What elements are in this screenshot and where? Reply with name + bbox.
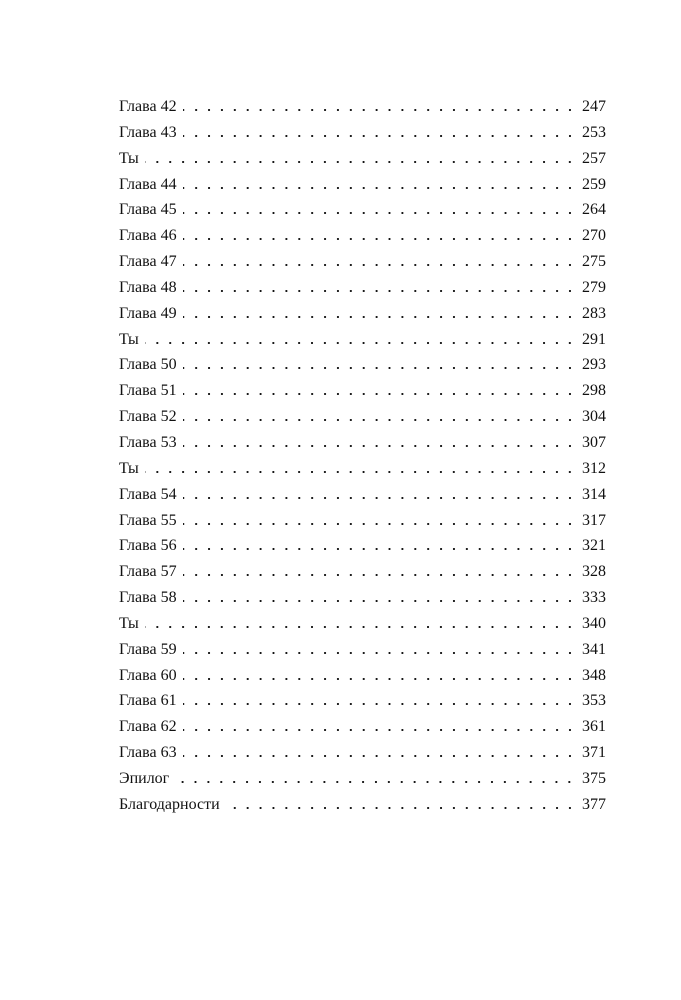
toc-entry-title: Глава 47 — [119, 253, 177, 271]
table-of-contents — [119, 94, 606, 818]
toc-entry — [119, 714, 606, 740]
toc-entry — [119, 533, 606, 559]
toc-entry-title: Глава 54 — [119, 485, 177, 503]
toc-entry-page-number: 298 — [582, 382, 606, 400]
toc-entry-title: Эпилог — [119, 769, 170, 787]
toc-entry-title: Глава 48 — [119, 278, 177, 296]
toc-entry-title: Глава 51 — [119, 382, 177, 400]
toc-entry — [119, 508, 606, 534]
dot-leader — [183, 600, 576, 602]
toc-entry — [119, 688, 606, 714]
toc-entry — [119, 766, 606, 792]
dot-leader — [183, 393, 576, 395]
dot-leader — [145, 626, 576, 628]
toc-entry-page-number: 321 — [582, 537, 606, 555]
toc-entry-page-number: 264 — [582, 201, 606, 219]
dot-leader — [183, 729, 576, 731]
toc-entry-page-number: 375 — [582, 769, 606, 787]
toc-entry-title: Глава 55 — [119, 511, 177, 529]
toc-entry — [119, 352, 606, 378]
dot-leader — [183, 264, 576, 266]
toc-entry-page-number: 275 — [582, 253, 606, 271]
toc-entry — [119, 663, 606, 689]
toc-entry — [119, 559, 606, 585]
dot-leader — [183, 135, 576, 137]
toc-entry-title: Ты — [119, 459, 139, 477]
dot-leader — [183, 497, 576, 499]
toc-entry-title: Глава 43 — [119, 123, 177, 141]
dot-leader — [183, 290, 576, 292]
dot-leader — [183, 367, 576, 369]
dot-leader — [183, 678, 576, 680]
toc-entry — [119, 585, 606, 611]
dot-leader — [183, 548, 576, 550]
toc-entry-page-number: 307 — [582, 433, 606, 451]
toc-entry-page-number: 257 — [582, 149, 606, 167]
toc-entry-page-number: 371 — [582, 744, 606, 762]
toc-entry-page-number: 279 — [582, 278, 606, 296]
dot-leader — [183, 187, 576, 189]
toc-entry-page-number: 341 — [582, 640, 606, 658]
toc-entry-page-number: 253 — [582, 123, 606, 141]
toc-entry-title: Ты — [119, 330, 139, 348]
dot-leader — [183, 755, 576, 757]
dot-leader — [183, 109, 576, 111]
toc-entry — [119, 197, 606, 223]
dot-leader — [183, 703, 576, 705]
dot-leader — [175, 781, 576, 783]
toc-entry-page-number: 317 — [582, 511, 606, 529]
toc-entry — [119, 275, 606, 301]
toc-entry — [119, 404, 606, 430]
toc-entry-page-number: 247 — [582, 98, 606, 115]
toc-entry-title: Глава 46 — [119, 227, 177, 245]
dot-leader — [226, 807, 576, 809]
toc-entry — [119, 740, 606, 766]
toc-entry-page-number: 353 — [582, 692, 606, 710]
toc-entry-title: Глава 44 — [119, 175, 177, 193]
toc-entry-title: Глава 52 — [119, 408, 177, 426]
toc-entry — [119, 172, 606, 198]
toc-entry-title: Глава 62 — [119, 718, 177, 736]
toc-entry-page-number: 312 — [582, 459, 606, 477]
dot-leader — [145, 471, 576, 473]
toc-entry — [119, 120, 606, 146]
toc-entry-page-number: 340 — [582, 614, 606, 632]
toc-entry-page-number: 348 — [582, 666, 606, 684]
toc-entry-page-number: 377 — [582, 795, 606, 813]
toc-entry-page-number: 304 — [582, 408, 606, 426]
toc-entry — [119, 378, 606, 404]
toc-entry-title: Глава 53 — [119, 433, 177, 451]
dot-leader — [145, 161, 576, 163]
toc-entry-title: Глава 57 — [119, 563, 177, 581]
toc-entry-title: Глава 50 — [119, 356, 177, 374]
dot-leader — [183, 652, 576, 654]
toc-entry-page-number: 328 — [582, 563, 606, 581]
toc-entry-page-number: 291 — [582, 330, 606, 348]
toc-entry — [119, 94, 606, 120]
toc-entry — [119, 327, 606, 353]
toc-entry-page-number: 361 — [582, 718, 606, 736]
toc-entry-title: Глава 58 — [119, 589, 177, 607]
toc-entry-title: Глава 45 — [119, 201, 177, 219]
toc-entry — [119, 249, 606, 275]
toc-entry-title: Глава 49 — [119, 304, 177, 322]
toc-entry-page-number: 293 — [582, 356, 606, 374]
toc-entry-title: Глава 60 — [119, 666, 177, 684]
toc-entry — [119, 223, 606, 249]
dot-leader — [183, 574, 576, 576]
toc-entry-title: Ты — [119, 614, 139, 632]
dot-leader — [183, 238, 576, 240]
toc-entry-title: Глава 63 — [119, 744, 177, 762]
toc-entry-page-number: 333 — [582, 589, 606, 607]
toc-entry-title: Благодарности — [119, 795, 220, 813]
dot-leader — [183, 316, 576, 318]
toc-entry — [119, 301, 606, 327]
dot-leader — [145, 342, 576, 344]
toc-entry-page-number: 314 — [582, 485, 606, 503]
toc-entry — [119, 430, 606, 456]
dot-leader — [183, 419, 576, 421]
toc-entry-title: Ты — [119, 149, 139, 167]
toc-entry — [119, 146, 606, 172]
toc-entry — [119, 611, 606, 637]
dot-leader — [183, 212, 576, 214]
toc-entry-title: Глава 61 — [119, 692, 177, 710]
toc-entry — [119, 456, 606, 482]
toc-entry — [119, 792, 606, 818]
toc-entry-title: Глава 56 — [119, 537, 177, 555]
dot-leader — [183, 523, 576, 525]
toc-entry-title: Глава 42 — [119, 98, 177, 115]
toc-entry-page-number: 259 — [582, 175, 606, 193]
toc-entry-page-number: 270 — [582, 227, 606, 245]
dot-leader — [183, 445, 576, 447]
toc-entry — [119, 482, 606, 508]
toc-entry-title: Глава 59 — [119, 640, 177, 658]
toc-entry — [119, 637, 606, 663]
toc-entry-page-number: 283 — [582, 304, 606, 322]
